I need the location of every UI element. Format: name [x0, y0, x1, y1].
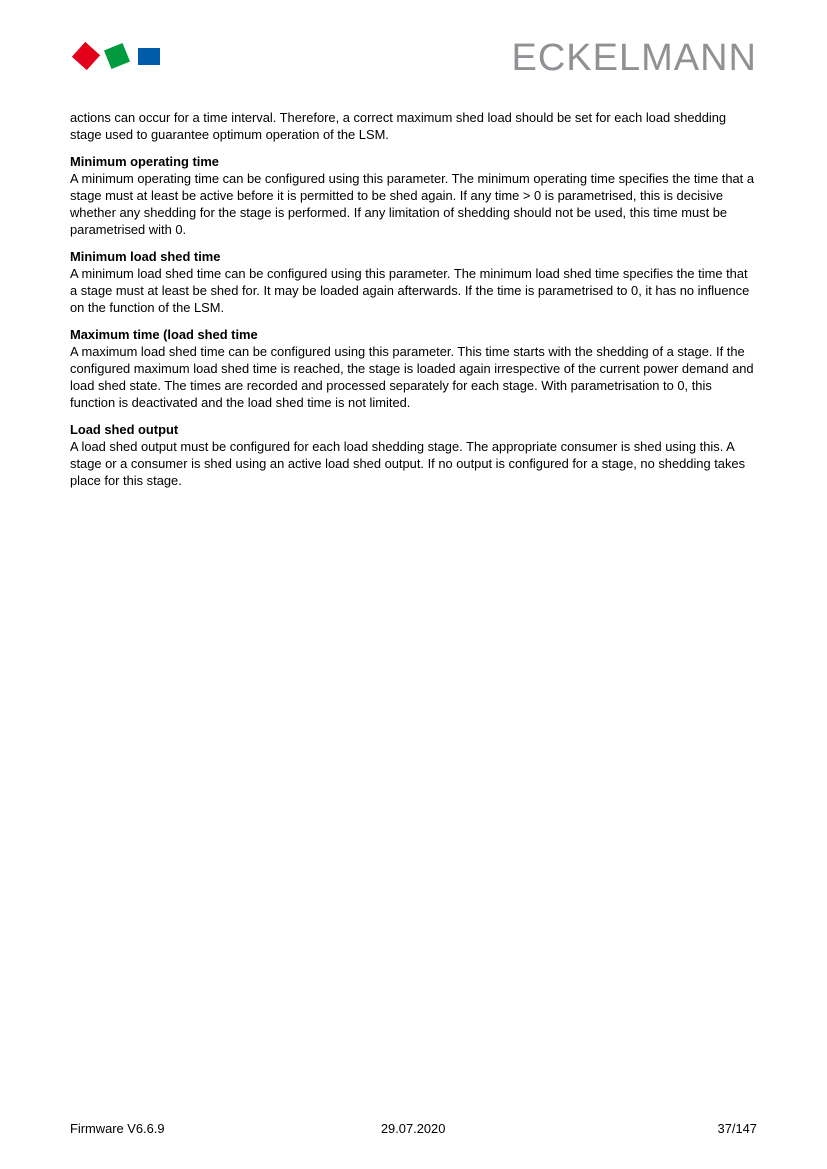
footer-page-number: 37/147 [717, 1121, 757, 1136]
section-body-maximum-load-shed-time: A maximum load shed time can be configured using this parameter. This time starts with the shedding of a stage. If the configured maximum load shed time is reached, the stage is loaded again irrespective of the current power demand and load shed state. The times are recorded and processed separately for each stage. With parametrisation to 0, this function is deactivated and the load shed time is not limited. [70, 344, 754, 410]
footer-firmware-version: Firmware V6.6.9 [70, 1121, 165, 1136]
section-heading-maximum-load-shed-time: Maximum time (load shed time [70, 327, 258, 342]
logo-green-square-icon [104, 43, 130, 69]
logo-blue-square-icon [138, 48, 160, 65]
section-heading-minimum-operating-time: Minimum operating time [70, 154, 219, 169]
section-heading-minimum-load-shed-time: Minimum load shed time [70, 249, 221, 264]
eckelmann-logo [76, 46, 171, 66]
section-heading-load-shed-output: Load shed output [70, 422, 179, 437]
page-content [70, 109, 758, 489]
page-footer [70, 1121, 757, 1137]
intro-paragraph: actions can occur for a time interval. Therefore, a correct maximum shed load should be set for each load shedding stage used to guarantee optimum operation of the LSM. [70, 110, 727, 142]
footer-date: 29.07.2020 [380, 1121, 446, 1136]
logo-red-square-icon [72, 42, 100, 70]
section-body-minimum-load-shed-time: A minimum load shed time can be configured using this parameter. The minimum load shed time specifies the time that a stage must at least be shed for. It may be loaded again afterwards. If the time is parametrised to 0, it has no influence on the function of the LSM. [70, 266, 750, 315]
page-header [70, 37, 757, 84]
section-body-minimum-operating-time: A minimum operating time can be configured using this parameter. The minimum operating time specifies the time that a stage must at least be active before it is permitted to be shed again. If any time > 0 is parametrised, this is decisive whether any shedding for the stage is performed. If any limitation of shedding should not be used, this time must be parametrised with 0. [70, 171, 755, 237]
brand-wordmark: ECKELMANN [511, 37, 757, 79]
section-body-load-shed-output: A load shed output must be configured for each load shedding stage. The appropriate consumer is shed using this. A stage or a consumer is shed using an active load shed output. If no output is configured for a stage, no shedding takes place for this stage. [70, 439, 746, 488]
